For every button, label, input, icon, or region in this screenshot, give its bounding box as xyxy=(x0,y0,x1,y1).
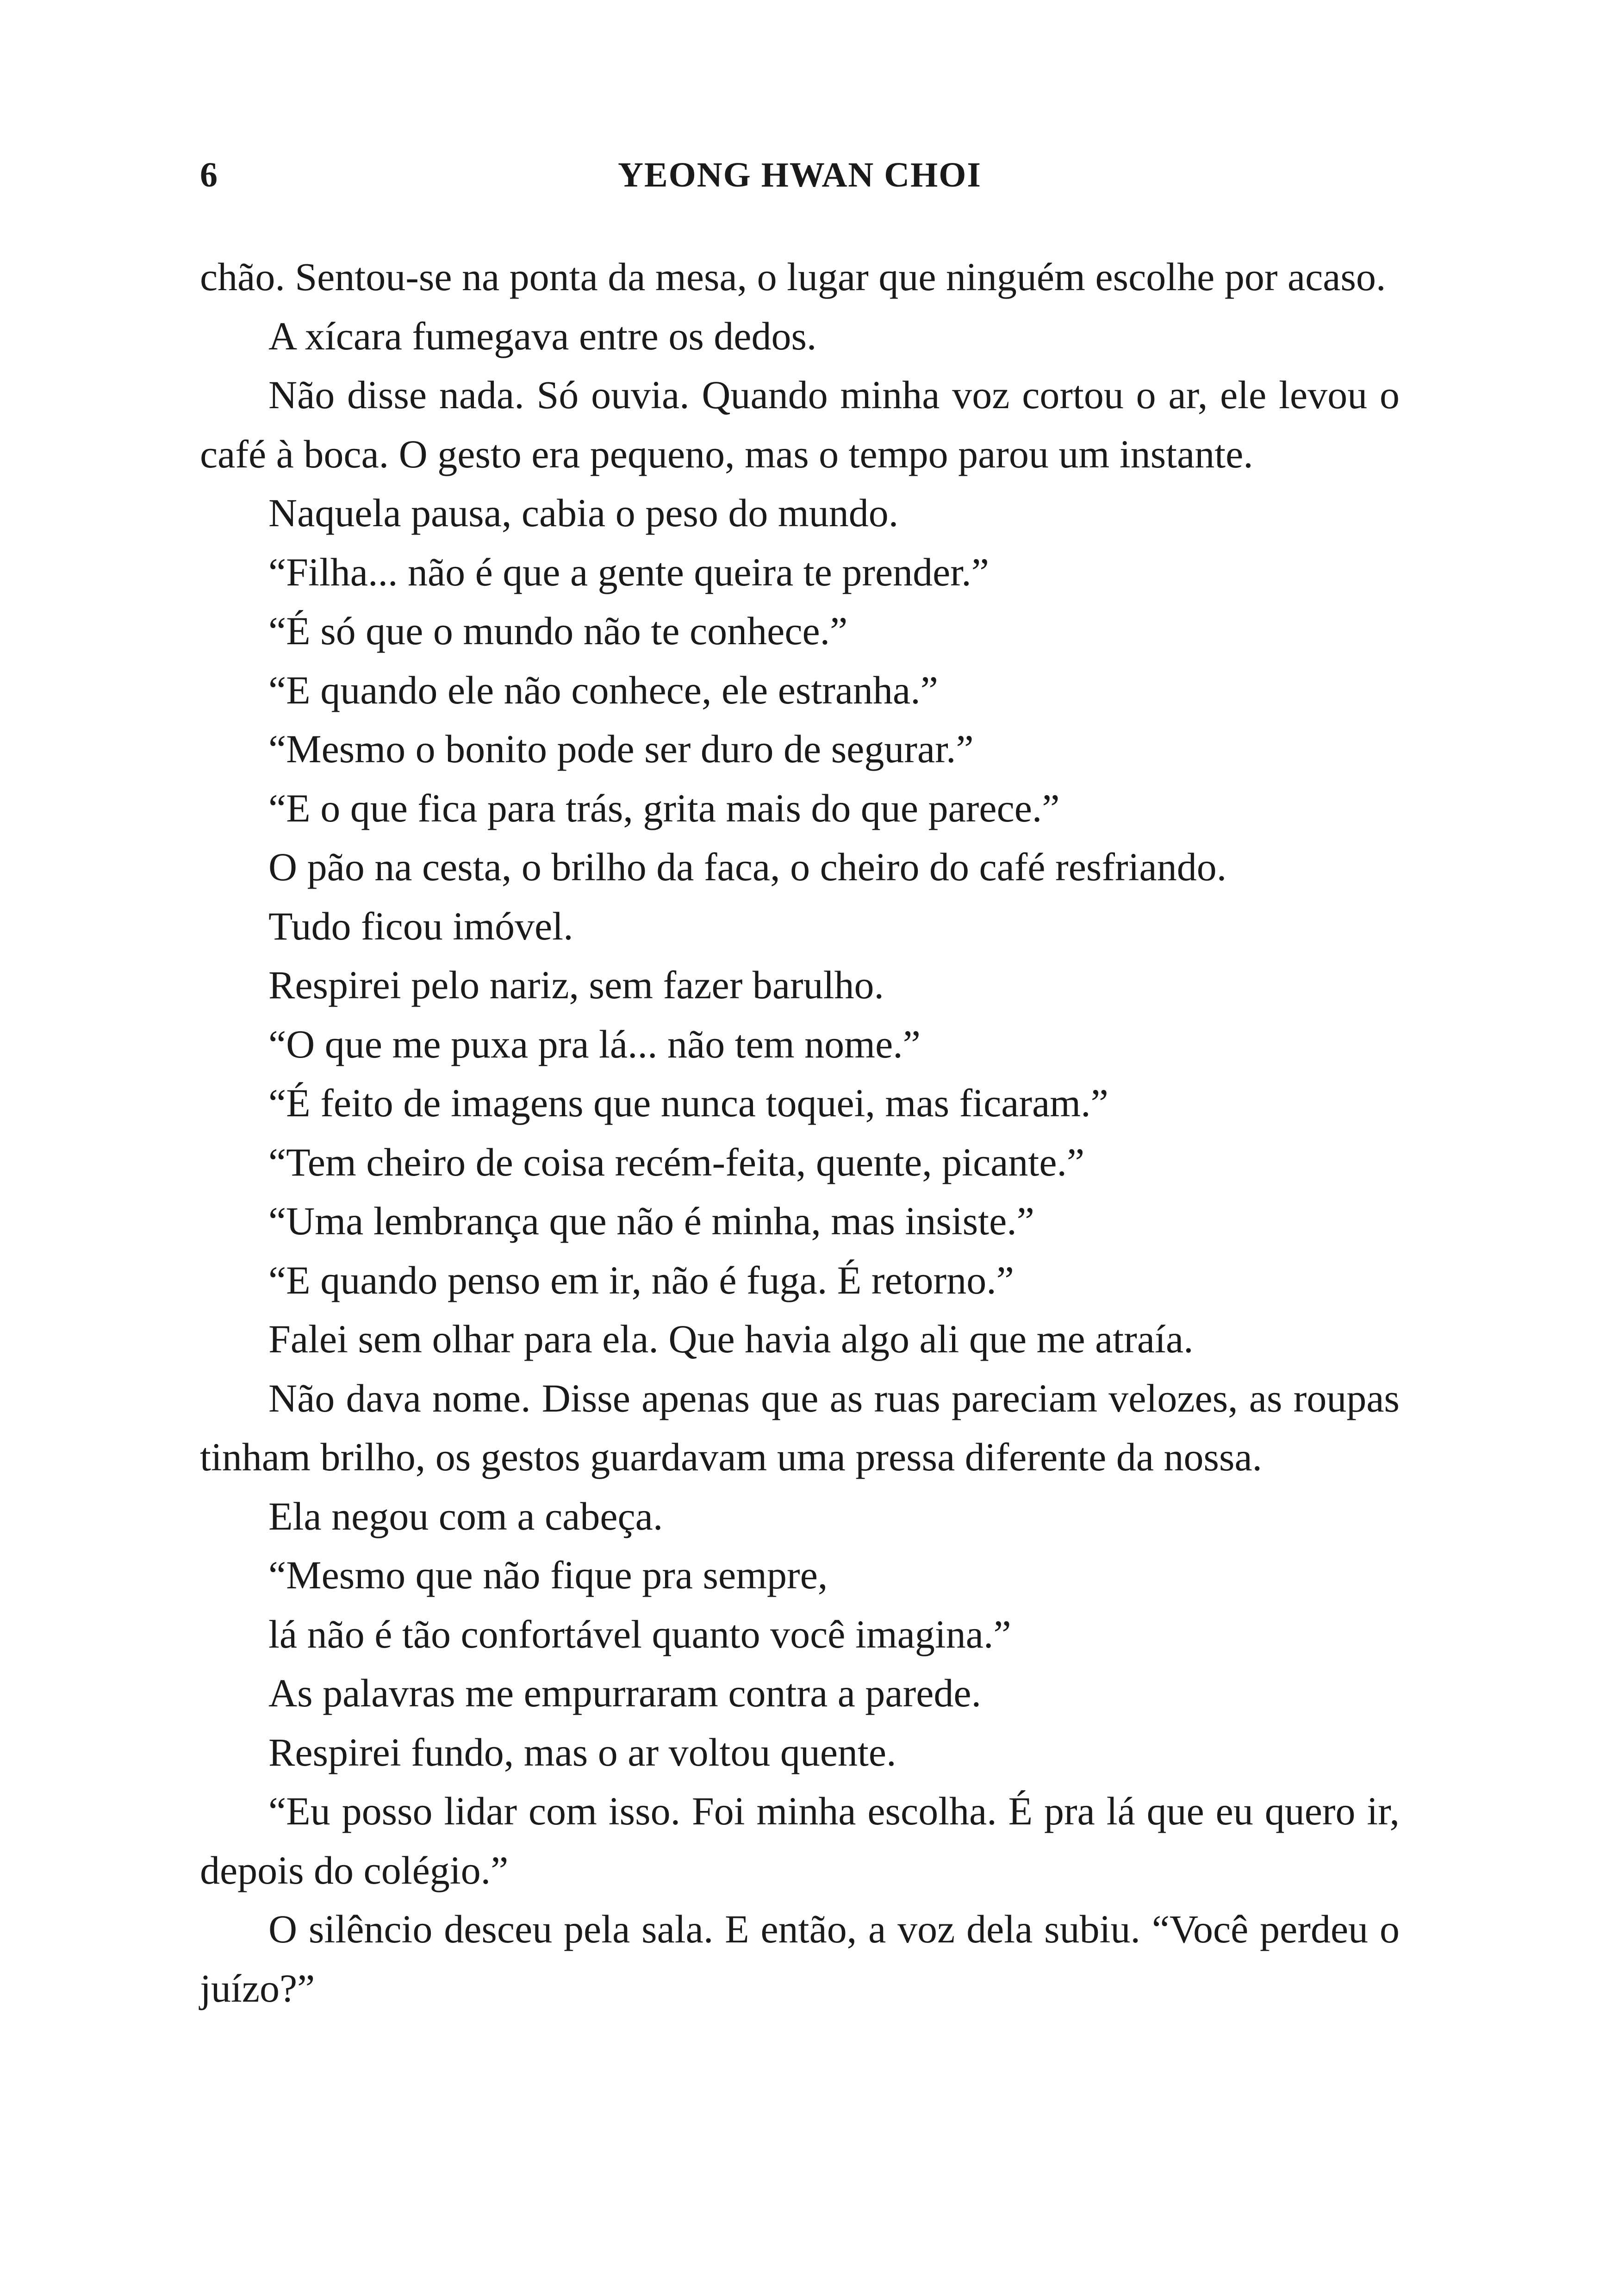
page-header xyxy=(200,147,1400,207)
paragraph: “Uma lembrança que não é minha, mas insiste.” xyxy=(268,1199,1034,1243)
paragraph: “É só que o mundo não te conhece.” xyxy=(268,609,848,653)
paragraph: “Tem cheiro de coisa recém-feita, quente, picante.” xyxy=(268,1139,1085,1184)
running-head: YEONG HWAN CHOI xyxy=(618,156,982,194)
paragraph: “O que me puxa pra lá... não tem nome.” xyxy=(268,1021,921,1066)
paragraph: Não dava nome. Disse apenas que as ruas pareciam velozes, as roupas tinham brilho, os gestos guardavam uma pressa diferente da nossa. xyxy=(200,1375,1400,1479)
paragraph: “Filha... não é que a gente queira te prender.” xyxy=(268,549,989,594)
paragraph: “E quando penso em ir, não é fuga. É retorno.” xyxy=(268,1257,1014,1302)
paragraph: Respirei pelo nariz, sem fazer barulho. xyxy=(268,963,884,1007)
paragraph: “Mesmo o bonito pode ser duro de segurar.” xyxy=(268,727,974,771)
paragraph: Ela negou com a cabeça. xyxy=(268,1493,663,1538)
paragraph: “É feito de imagens que nunca toquei, mas ficaram.” xyxy=(268,1081,1108,1125)
paragraph: A xícara fumegava entre os dedos. xyxy=(268,313,817,358)
paragraph: chão. Sentou-se na ponta da mesa, o lugar que ninguém escolhe por acaso. xyxy=(200,255,1386,299)
paragraph: Respirei fundo, mas o ar voltou quente. xyxy=(268,1730,896,1774)
paragraph: “Eu posso lidar com isso. Foi minha escolha. É pra lá que eu quero ir, depois do colégio.” xyxy=(200,1789,1400,1892)
body-text xyxy=(200,248,1400,2018)
paragraph: Naquela pausa, cabia o peso do mundo. xyxy=(268,491,899,535)
paragraph: “E quando ele não conhece, ele estranha.” xyxy=(268,667,938,712)
paragraph: O silêncio desceu pela sala. E então, a voz dela subiu. “Você perdeu o juízo?” xyxy=(200,1907,1400,2010)
paragraph: lá não é tão confortável quanto você imagina.” xyxy=(268,1612,1011,1656)
paragraph: Falei sem olhar para ela. Que havia algo ali que me atraía. xyxy=(268,1317,1194,1361)
paragraph: As palavras me empurraram contra a parede. xyxy=(268,1671,982,1715)
paragraph: Não disse nada. Só ouvia. Quando minha voz cortou o ar, ele levou o café à boca. O gesto era pequeno, mas o tempo parou um instante. xyxy=(200,373,1400,476)
paragraph: O pão na cesta, o brilho da faca, o cheiro do café resfriando. xyxy=(268,845,1227,889)
paragraph: “Mesmo que não fique pra sempre, xyxy=(268,1553,828,1597)
paragraph: Tudo ficou imóvel. xyxy=(268,903,573,948)
paragraph: “E o que fica para trás, grita mais do que parece.” xyxy=(268,785,1060,830)
page-number: 6 xyxy=(200,156,218,194)
